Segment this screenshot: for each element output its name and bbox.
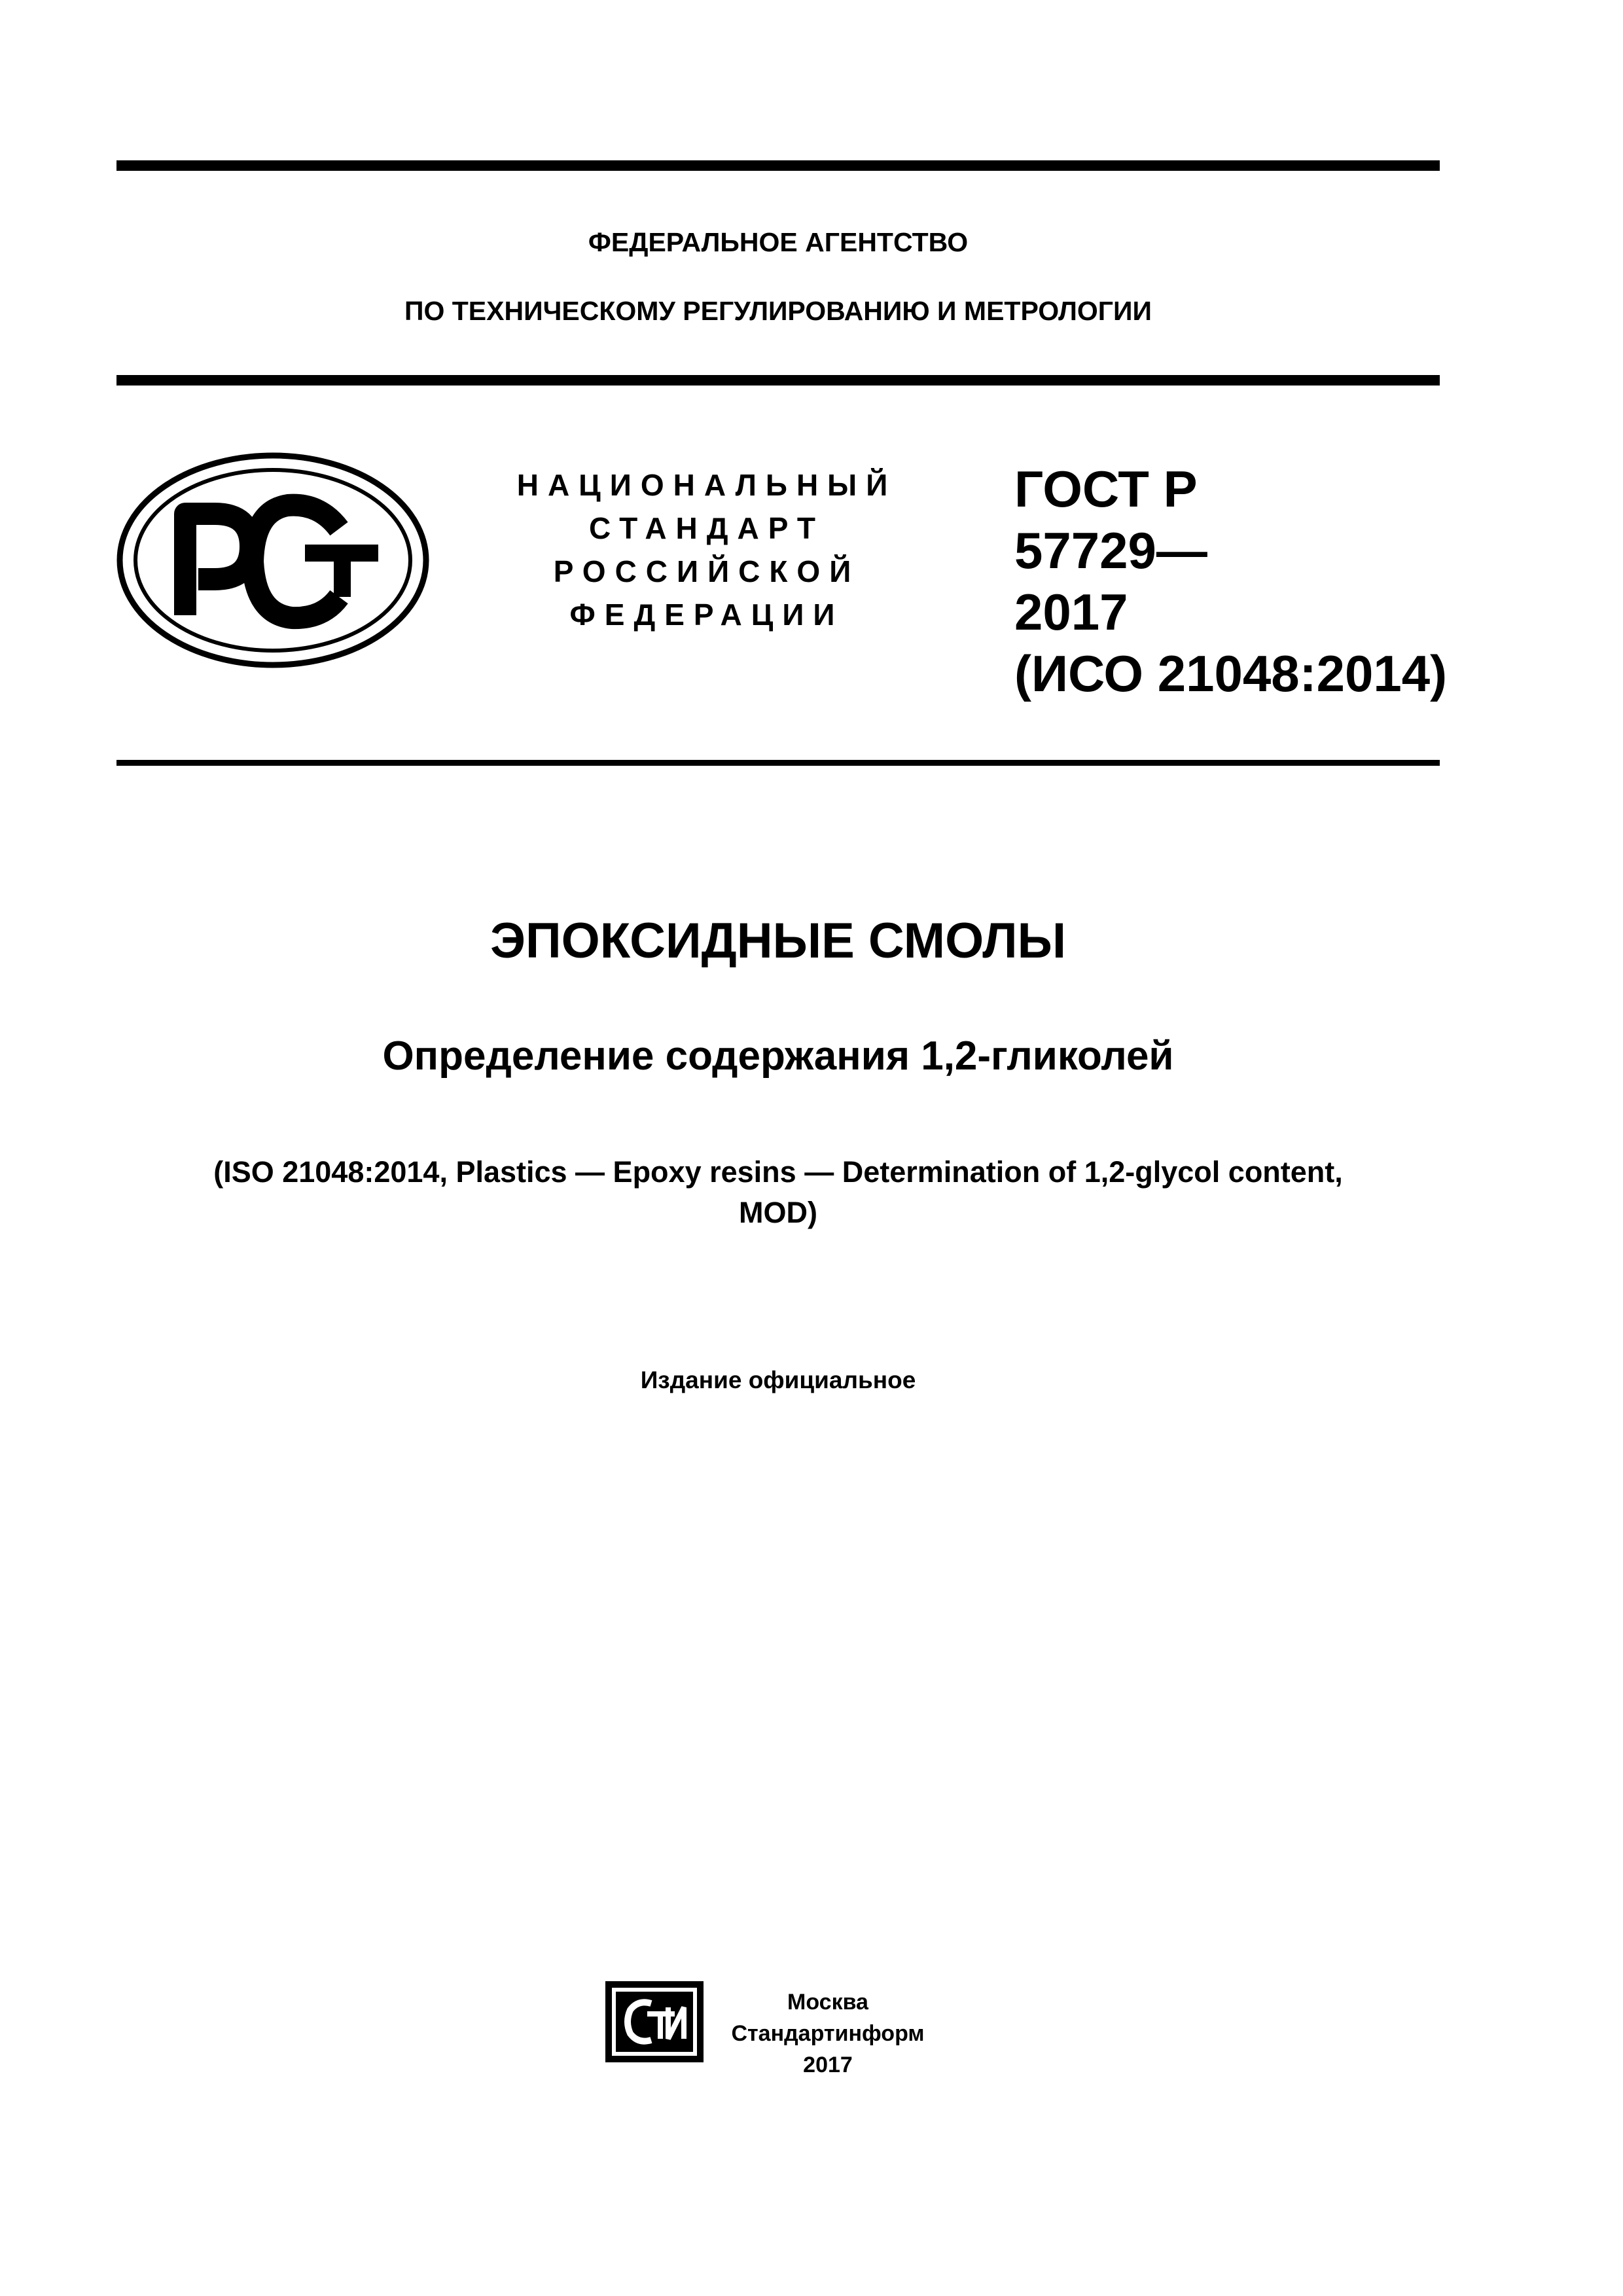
document-title: ЭПОКСИДНЫЕ СМОЛЫ: [490, 913, 1067, 969]
agency-name-line-1: ФЕДЕРАЛЬНОЕ АГЕНТСТВО: [588, 227, 969, 257]
imprint: [720, 1986, 936, 2081]
standard-type-line-2: СТАНДАРТ: [589, 511, 825, 545]
standartinform-logo-icon: [605, 1981, 704, 2062]
original-reference-line-1: (ISO 21048:2014, Plastics — Epoxy resins — Determination of 1,2-glycol content,: [213, 1155, 1343, 1189]
designation-line-3: 2017: [1014, 583, 1128, 641]
designation-line-1: ГОСТ Р: [1014, 460, 1198, 518]
edition-note: Издание официальное: [640, 1367, 916, 1393]
document-subtitle: Определение содержания 1,2-гликолей: [382, 1033, 1174, 1079]
standard-type-line-3: РОССИЙСКОЙ: [553, 554, 861, 588]
standard-designation: [1014, 458, 1447, 704]
original-reference-line-2: MOD): [739, 1196, 817, 1229]
imprint-year: 2017: [803, 2053, 853, 2077]
imprint-publisher: Стандартинформ: [731, 2021, 925, 2046]
designation-rule: [116, 760, 1440, 766]
imprint-city: Москва: [787, 1990, 868, 2015]
top-rule: [116, 160, 1440, 171]
designation-line-2: 57729—: [1014, 522, 1207, 579]
header-rule: [116, 375, 1440, 386]
designation-line-4: (ИСО 21048:2014): [1014, 645, 1448, 702]
rst-mark-icon: [116, 452, 429, 669]
standard-type: [471, 463, 942, 636]
standard-type-line-1: НАЦИОНАЛЬНЫЙ: [516, 468, 897, 502]
original-standard-reference: [116, 1152, 1440, 1233]
standard-type-line-4: ФЕДЕРАЦИИ: [569, 598, 844, 632]
agency-name-line-2: ПО ТЕХНИЧЕСКОМУ РЕГУЛИРОВАНИЮ И МЕТРОЛОГИИ: [404, 296, 1152, 326]
